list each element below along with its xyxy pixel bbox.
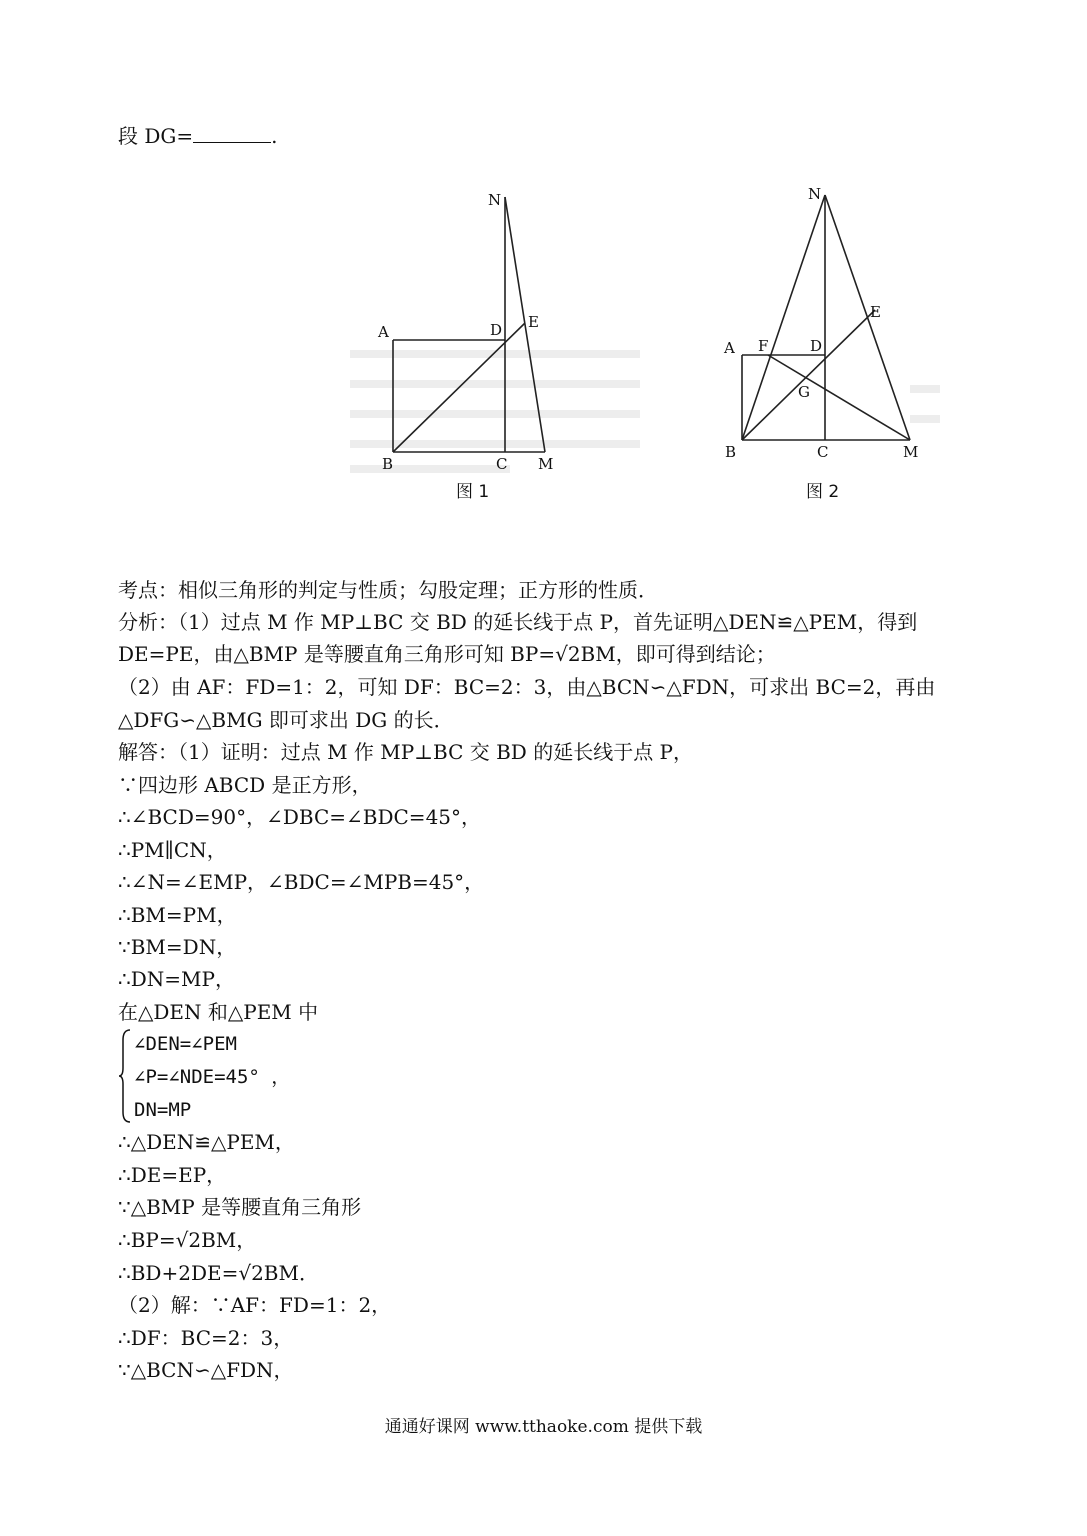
analysis-line-3: （2）由 AF：FD=1：2，可知 DF：BC=2：3，由△BCN∽△FDN，可求出 BC=2，再由 [118,675,936,699]
label-N: N [488,191,502,209]
system-line-1: ∠DEN=∠PEM [134,1033,237,1055]
figure-2 [742,195,910,440]
analysis-line-4: △DFG∽△BMG 即可求出 DG 的长． [118,708,454,732]
label-N2: N [808,185,822,203]
question-suffix: . [271,124,278,148]
segment-BE2 [742,310,875,440]
analysis-line-1: 分析：（1）过点 M 作 MP⊥BC 交 BD 的延长线于点 P，首先证明△DEN≌△PEM，得到 [118,610,918,634]
figure-2-caption: 图 2 [806,482,840,502]
label-M2: M [903,443,919,461]
answer-line-14: ∴BD+2DE=√2BM． [118,1261,319,1285]
analysis-line-2: DE=PE，由△BMP 是等腰直角三角形可知 BP=√2BM，即可得到结论； [118,642,776,666]
geometry-figures [330,175,950,525]
label-A2: A [724,339,735,357]
label-F: F [758,337,769,355]
system-brace [118,1028,132,1124]
label-C2: C [817,443,829,461]
figure-1-caption: 图 1 [456,482,490,502]
segment-FM [768,355,910,440]
answer-line-7: ∵BM=DN， [118,935,237,959]
label-B: B [382,455,394,473]
answer-line-13: ∴BP=√2BM， [118,1228,257,1252]
label-A: A [378,323,389,341]
system-line-3: DN=MP [134,1099,192,1121]
answer-line-6: ∴BM=PM， [118,903,237,927]
label-E2: E [870,303,881,321]
label-E: E [528,313,539,331]
answer-line-1: 解答：（1）证明：过点 M 作 MP⊥BC 交 BD 的延长线于点 P， [118,740,694,764]
bleed-through-text [350,350,940,473]
answer-line-11: ∴DE=EP， [118,1163,227,1187]
question-fragment [118,120,278,152]
answer-line-2: ∵四边形 ABCD 是正方形， [118,773,372,797]
question-prefix: 段 DG= [118,124,194,148]
answer-line-9: 在△DEN 和△PEM 中 [118,1000,319,1024]
answer-line-16: ∴DF：BC=2：3， [118,1326,294,1350]
answer-line-5: ∴∠N=∠EMP，∠BDC=∠MPB=45°， [118,870,485,894]
label-G: G [798,383,810,401]
system-line-2: ∠P=∠NDE=45° ， [134,1066,291,1088]
answer-line-4: ∴PM∥CN， [118,838,227,862]
answer-blank [193,122,271,143]
answer-line-8: ∴DN=MP， [118,967,235,991]
answer-line-12: ∵△BMP 是等腰直角三角形 [118,1195,362,1219]
answer-line-3: ∴∠BCD=90°，∠DBC=∠BDC=45°， [118,805,482,829]
answer-line-10: ∴△DEN≌△PEM， [118,1130,295,1154]
segment-NB [742,195,825,440]
label-D: D [490,321,503,339]
label-M: M [538,455,554,473]
label-D2: D [810,337,823,355]
answer-line-15: （2）解：∵AF：FD=1：2， [118,1293,392,1317]
page-footer: 通通好课网 www.tthaoke.com 提供下载 [384,1417,703,1437]
figure-1-labels [377,191,553,502]
answer-line-17: ∵△BCN∽△FDN， [118,1358,294,1382]
label-B2: B [725,443,737,461]
figure-2-labels [723,185,918,502]
label-C: C [496,455,508,473]
topic-line: 考点：相似三角形的判定与性质；勾股定理；正方形的性质． [118,578,658,602]
